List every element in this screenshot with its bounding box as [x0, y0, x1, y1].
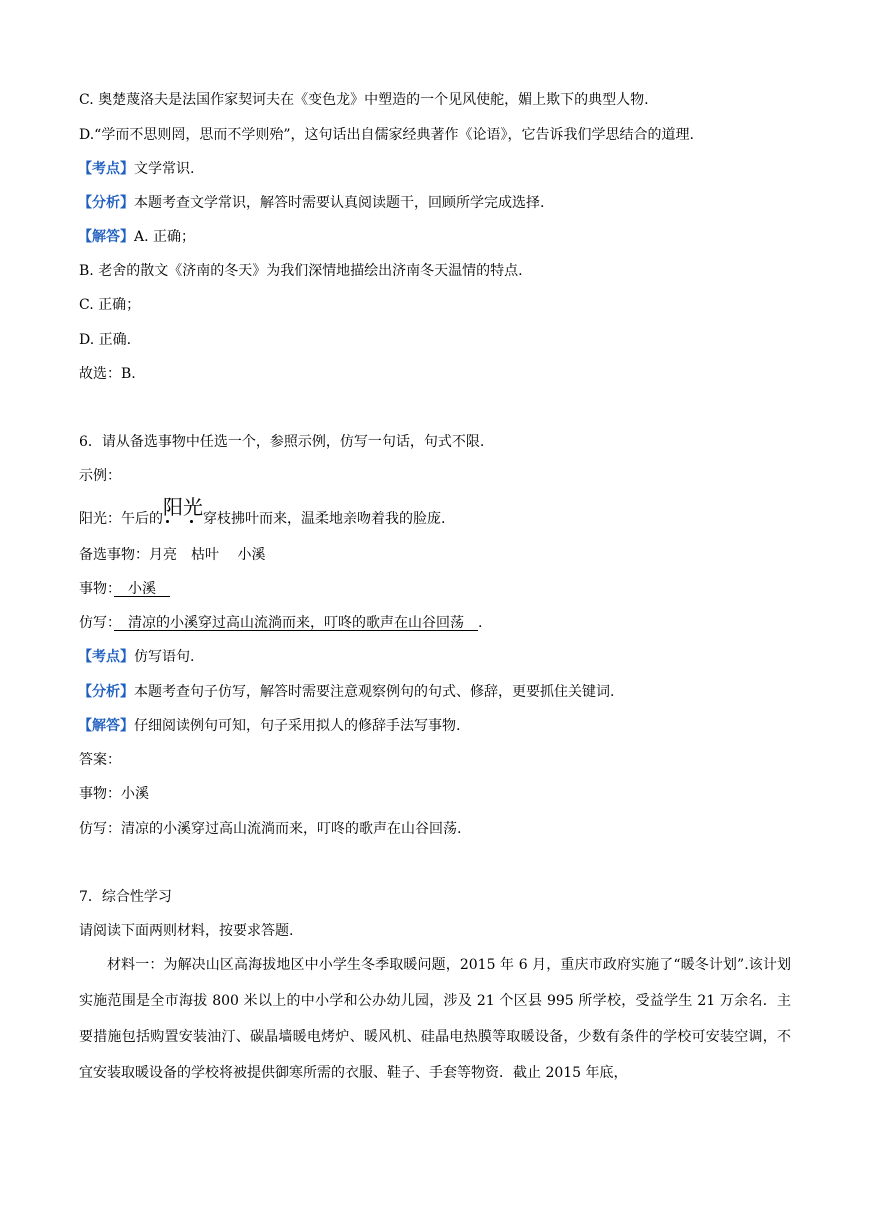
kaodian-tag: 【考点】	[78, 649, 134, 665]
q6-jieda	[78, 717, 460, 735]
q5-explain-b: B. 老舍的散文《济南的冬天》为我们深情地描绘出济南冬天温情的特点.	[79, 263, 523, 279]
q6-example-sentence	[79, 495, 446, 528]
q6-kaodian	[78, 648, 194, 666]
q6-imitate	[79, 614, 482, 632]
q5-answer: 故选：B.	[79, 366, 136, 382]
imitate-end: .	[478, 615, 483, 631]
example-emphasis: 阳光	[163, 498, 203, 516]
fenxi-tag: 【分析】	[78, 195, 134, 211]
imitate-answer: 清凉的小溪穿过高山流淌而来，叮咚的歌声在山谷回荡	[114, 615, 478, 631]
q7-title: 7．综合性学习	[79, 889, 172, 905]
fenxi-tag: 【分析】	[78, 684, 134, 700]
jieda-text: A. 正确；	[134, 229, 196, 245]
kaodian-text: 仿写语句.	[134, 649, 195, 665]
q5-explain-d: D. 正确.	[79, 332, 132, 348]
q5-fenxi	[78, 194, 544, 212]
q6-answer-imitate: 仿写：清凉的小溪穿过高山流淌而来，叮咚的歌声在山谷回荡.	[79, 821, 462, 837]
fenxi-text: 本题考查句子仿写，解答时需要注意观察例句的句式、修辞，更要抓住关键词.	[134, 684, 615, 700]
q5-explain-c: C. 正确；	[79, 297, 141, 313]
q5-option-c: C. 奥楚蔑洛夫是法国作家契诃夫在《变色龙》中塑造的一个见风使舵，媚上欺下的典型人物.	[79, 92, 649, 108]
example-prefix: 阳光：午后的	[79, 511, 163, 527]
thing-answer: 小溪	[114, 581, 170, 597]
fenxi-text: 本题考查文学常识，解答时需要认真阅读题干，回顾所学完成选择.	[134, 195, 545, 211]
q6-answer-label: 答案：	[79, 752, 121, 768]
q7-material-1: 材料一：为解决山区高海拔地区中小学生冬季取暖问题，2015 年 6 月，重庆市政府实施了“暖冬计划”.该计划实施范围是全市海拔 800 米以上的中小学和公办幼儿园，涉及 21 个区县 995 所学校，受益学生 21 万余名．主要措施包括购置安装油汀、碳晶墙暖电烤炉、暖风机、硅晶电热膜等取暖设备，少数有条件的学校可安装空调，不宜安装取暖设备的学校将被提供御寒所需的衣服、鞋子、手套等物资．截止 2015 年底，	[79, 957, 791, 1081]
q6-title: 6．请从备选事物中任选一个，参照示例，仿写一句话，句式不限.	[79, 434, 485, 450]
example-suffix: 穿枝拂叶而来，温柔地亲吻着我的脸庞.	[203, 511, 446, 527]
q6-thing	[79, 580, 170, 598]
q6-fenxi	[78, 683, 614, 701]
kaodian-text: 文学常识.	[134, 161, 195, 177]
q7-instruction: 请阅读下面两则材料，按要求答题.	[79, 923, 294, 939]
q6-options: 备选事物：月亮 枯叶 小溪	[79, 547, 266, 563]
kaodian-tag: 【考点】	[78, 161, 134, 177]
q6-example-label: 示例：	[79, 468, 121, 484]
emphasis-dots	[163, 520, 203, 526]
q5-option-d: D.“学而不思则罔，思而不学则殆”，这句话出自儒家经典著作《论语》，它告诉我们学思结合的道理.	[79, 127, 694, 143]
q5-kaodian	[78, 160, 194, 178]
jieda-tag: 【解答】	[78, 229, 134, 245]
q6-answer-thing: 事物：小溪	[79, 786, 149, 802]
q5-jieda	[78, 228, 195, 246]
imitate-label: 仿写：	[79, 615, 114, 631]
jieda-tag: 【解答】	[78, 718, 134, 734]
thing-label: 事物：	[79, 581, 114, 597]
jieda-text: 仔细阅读例句可知，句子采用拟人的修辞手法写事物.	[134, 718, 461, 734]
